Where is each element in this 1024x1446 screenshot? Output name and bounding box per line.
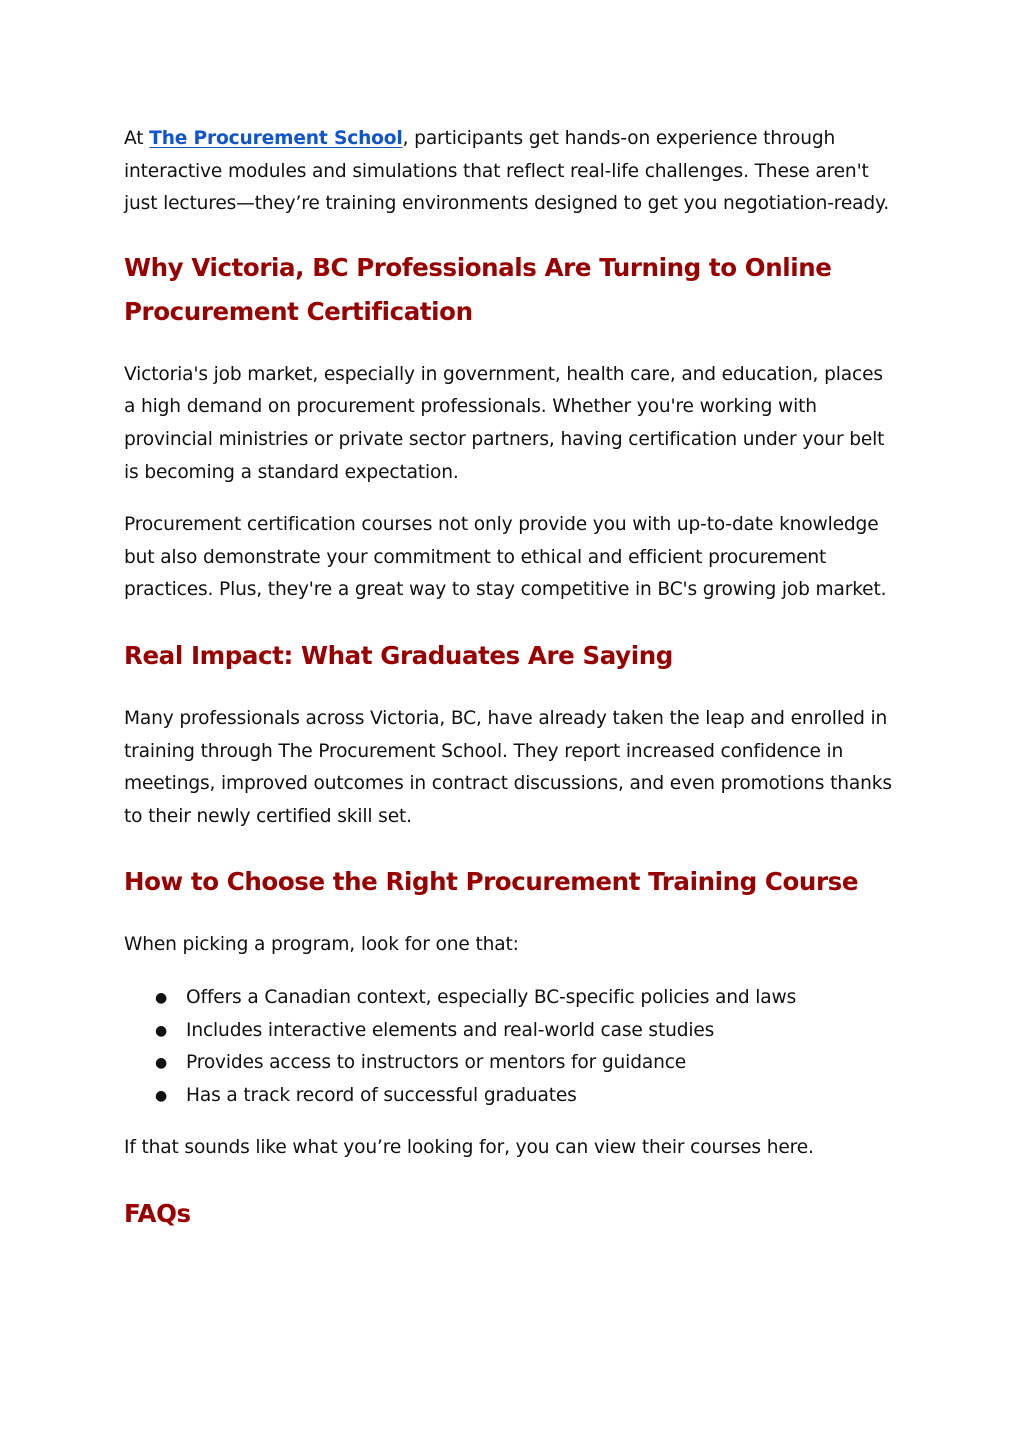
bullet-icon: ● (155, 1055, 168, 1072)
heading-real-impact: Real Impact: What Graduates Are Saying (124, 640, 673, 670)
bullet-icon: ● (155, 1087, 168, 1104)
paragraph-graduates: Many professionals across Victoria, BC, have already taken the leap and enrolled in training through The Procurement School. They report increased confidence in meetings, improved outcomes in contract discussions, and even promotions thanks to their newly certified skill set. (124, 707, 892, 827)
heading-choose-course: How to Choose the Right Procurement Training Course (124, 867, 859, 897)
list-item-text: Includes interactive elements and real-world case studies (186, 1019, 715, 1041)
list-item-text: Provides access to instructors or mentors for guidance (186, 1052, 687, 1074)
paragraph-picking-program: When picking a program, look for one that: (124, 934, 519, 956)
paragraph-certification-courses: Procurement certification courses not only provide you with up-to-date knowledge but also demonstrate your commitment to ethical and efficient procurement practices. Plus, they're a great way to stay competitive in BC's growing job market. (124, 514, 887, 601)
intro-prefix: At (124, 128, 150, 149)
criteria-list (155, 982, 896, 1112)
list-item (155, 1047, 896, 1080)
intro-suffix: , participants get hands-on experience through interactive modules and simulations that reflect real-life challenges. These aren't just lectures—they’re training environments designed to get you negotiation-ready. (124, 128, 890, 215)
procurement-school-link[interactable]: The Procurement School (149, 128, 403, 149)
intro-paragraph (124, 123, 896, 221)
list-item-text: Has a track record of successful graduates (186, 1084, 577, 1106)
list-item (155, 1080, 896, 1113)
bullet-icon: ● (155, 1022, 168, 1039)
paragraph-victoria-job-market: Victoria's job market, especially in government, health care, and education, places a high demand on procurement professionals. Whether you're working with provincial ministries or private sector partners, having certification under your belt is becoming a standard expectation. (124, 363, 885, 483)
list-item (155, 1015, 896, 1048)
list-item-text: Offers a Canadian context, especially BC-specific policies and laws (186, 986, 797, 1008)
heading-faqs: FAQs (124, 1198, 191, 1228)
paragraph-view-courses: If that sounds like what you’re looking for, you can view their courses here. (124, 1137, 814, 1159)
list-item (155, 982, 896, 1015)
heading-why-victoria: Why Victoria, BC Professionals Are Turning to Online Procurement Certification (124, 252, 832, 326)
bullet-icon: ● (155, 989, 168, 1006)
